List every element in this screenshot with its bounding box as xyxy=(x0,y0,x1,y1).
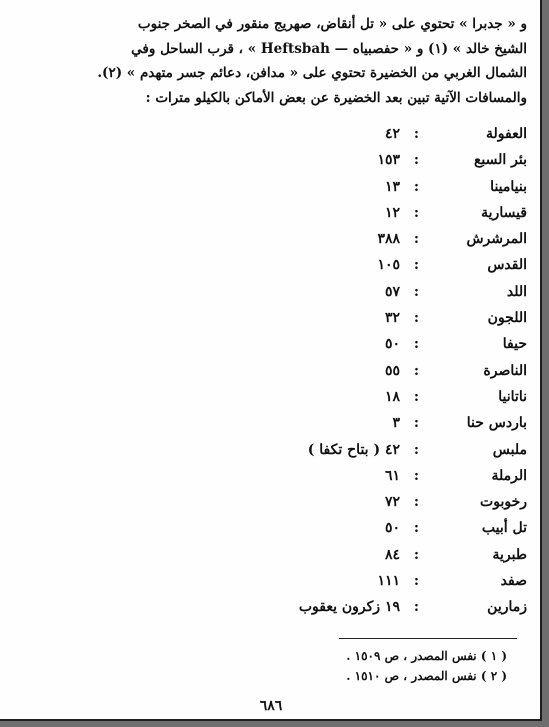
distance-row xyxy=(17,254,527,280)
footnote: ( ١ ) نفس المصدر ، ص ١٥٠٩ . xyxy=(346,649,507,663)
distance-value: ١٩ زكرون يعقوب xyxy=(298,599,400,616)
distance-value: ١٣ xyxy=(384,178,400,195)
colon: : xyxy=(413,231,419,248)
place-name: القدس xyxy=(487,257,527,274)
colon: : xyxy=(413,126,419,142)
place-name: ملبس xyxy=(492,441,527,458)
colon: : xyxy=(413,546,419,563)
distance-value: ٤٢ ( بتاح تكفا ) xyxy=(307,441,400,458)
place-name: اللجون xyxy=(487,310,527,327)
distance-row xyxy=(17,149,527,175)
colon: : xyxy=(413,573,419,590)
paragraph-line: و « جدبرا » تحتوي على « تل أنقاض، صهريج منقور في الصخر جنوب xyxy=(137,16,527,32)
colon: : xyxy=(413,494,419,511)
distance-row xyxy=(17,491,527,517)
place-name: اللد xyxy=(506,283,527,300)
distance-value: ٦١ xyxy=(384,467,400,484)
colon: : xyxy=(413,415,419,432)
colon: : xyxy=(413,388,419,405)
place-name: زمارين xyxy=(487,599,527,616)
distance-value: ١٠٥ xyxy=(377,257,400,274)
place-name: قيسارية xyxy=(481,204,527,221)
distance-row xyxy=(17,333,527,359)
distance-value: ١٨ xyxy=(384,388,400,405)
distance-value: ٥٥ xyxy=(384,362,400,379)
distance-value: ١٢ xyxy=(384,204,400,221)
colon: : xyxy=(413,467,419,484)
distance-value: ٧٢ xyxy=(384,494,400,511)
colon: : xyxy=(413,310,419,327)
distance-value: ٨٤ xyxy=(384,546,400,563)
page-number: ٦٨٦ xyxy=(259,698,283,714)
distance-row xyxy=(17,176,527,202)
colon: : xyxy=(413,441,419,458)
distance-value: ١٥٣ xyxy=(377,152,400,169)
place-name: بئر السبع xyxy=(473,152,527,169)
place-name: رخوبوت xyxy=(480,494,527,511)
colon: : xyxy=(413,257,419,274)
distance-row xyxy=(17,439,527,465)
body-paragraph xyxy=(9,12,527,110)
distance-value: ٥٠ xyxy=(384,520,400,537)
distance-row xyxy=(17,412,527,438)
place-name: العفولة xyxy=(486,126,527,142)
distance-value: ٣٢ xyxy=(384,310,400,327)
colon: : xyxy=(413,204,419,221)
place-name: المرشرش xyxy=(466,231,527,248)
colon: : xyxy=(413,283,419,300)
distance-table xyxy=(17,123,527,623)
place-name: حيفا xyxy=(502,336,527,353)
place-name: صفد xyxy=(500,573,527,590)
place-name: تل أبيب xyxy=(481,520,527,537)
footnote: ( ٢ ) نفس المصدر ، ص ١٥١٠ . xyxy=(346,669,507,683)
distance-row xyxy=(17,570,527,596)
place-name: طبرية xyxy=(492,546,527,563)
footnote-divider xyxy=(339,638,517,639)
distance-row xyxy=(17,517,527,543)
distance-row xyxy=(17,360,527,386)
distance-value: ٣ xyxy=(392,415,400,432)
distance-value: ١١١ xyxy=(377,573,400,590)
distance-value: ٥٧ xyxy=(384,283,400,300)
distance-row xyxy=(17,281,527,307)
distance-row xyxy=(17,228,527,254)
distance-row xyxy=(17,307,527,333)
paragraph-line: والمسافات الآتية تبين بعد الخضيرة عن بعض الأماكن بالكيلو مترات : xyxy=(145,89,527,106)
place-name: الناصرة xyxy=(483,362,527,379)
paragraph-line: الشيخ خالد » (١) و « حفصبياه — Heftsbah » ، قرب الساحل وفي xyxy=(131,40,527,57)
distance-row xyxy=(17,465,527,491)
place-name: الرملة xyxy=(491,467,527,484)
distance-row xyxy=(17,544,527,570)
colon: : xyxy=(413,520,419,537)
distance-value: ٤٢ xyxy=(384,126,400,142)
paragraph-line: الشمال الغربي من الخضيرة تحتوي على « مدافن، دعائم جسر متهدم » (٢). xyxy=(97,65,527,81)
distance-row xyxy=(17,123,527,149)
colon: : xyxy=(413,599,419,616)
place-name: ناتانيا xyxy=(498,388,527,405)
place-name: باردس حنا xyxy=(466,415,527,432)
colon: : xyxy=(413,178,419,195)
distance-row xyxy=(17,596,527,622)
colon: : xyxy=(413,362,419,379)
distance-row xyxy=(17,202,527,228)
distance-row xyxy=(17,386,527,412)
distance-value: ٥٠ xyxy=(384,336,400,353)
place-name: بنيامينا xyxy=(490,178,527,195)
colon: : xyxy=(413,336,419,353)
distance-value: ٣٨٨ xyxy=(377,231,400,248)
colon: : xyxy=(413,152,419,169)
